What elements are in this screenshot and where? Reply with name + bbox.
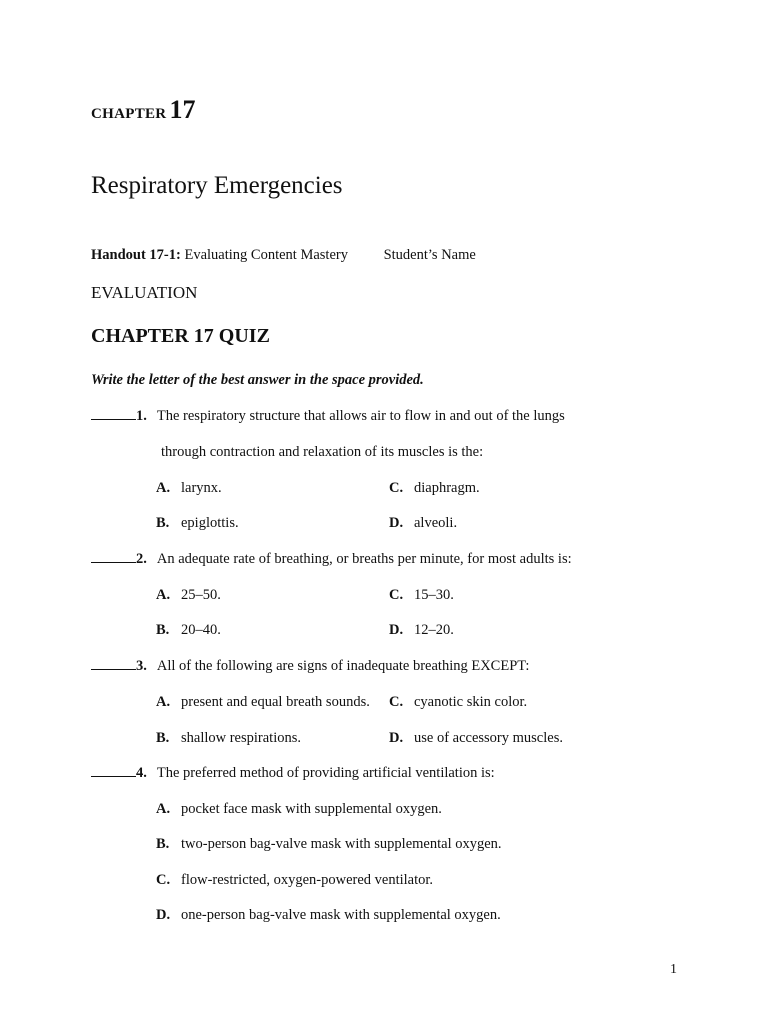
option-letter: C. [389, 587, 404, 603]
handout-line [91, 247, 476, 264]
answer-blank-2[interactable] [91, 561, 136, 563]
option-4d [156, 907, 501, 924]
question-number: 2. [136, 551, 147, 567]
question-number: 4. [136, 765, 147, 781]
option-text: one-person bag-valve mask with supplemental oxygen. [181, 907, 501, 923]
option-2b [156, 622, 221, 639]
chapter-word: CHAPTER [91, 106, 167, 122]
answer-blank-1[interactable] [91, 418, 136, 420]
option-text: diaphragm. [414, 480, 480, 496]
student-name-label: Student’s Name [383, 247, 476, 263]
question-4 [91, 765, 495, 782]
question-text: The respiratory structure that allows air to flow in and out of the lungs [156, 408, 565, 424]
option-4b [156, 836, 502, 853]
option-letter: B. [156, 730, 170, 746]
option-2d [389, 622, 454, 639]
option-text: 25–50. [181, 587, 221, 603]
option-text: epiglottis. [181, 515, 239, 531]
question-number: 3. [136, 658, 147, 674]
option-text: alveoli. [414, 515, 458, 531]
option-4c [156, 872, 433, 889]
question-number: 1. [136, 408, 147, 424]
option-letter: A. [156, 587, 171, 603]
option-text: two-person bag-valve mask with supplemental oxygen. [181, 836, 502, 852]
option-letter: A. [156, 480, 171, 496]
handout-label: Handout 17-1: [91, 247, 181, 263]
option-text: 20–40. [181, 622, 221, 638]
option-3c [389, 694, 527, 711]
option-text: use of accessory muscles. [414, 730, 563, 746]
quiz-title: CHAPTER 17 QUIZ [91, 325, 270, 347]
option-text: 15–30. [414, 587, 454, 603]
question-text-continued: through contraction and relaxation of its muscles is the: [161, 444, 484, 460]
chapter-label [91, 95, 195, 125]
instruction-text: Write the letter of the best answer in the space provided. [91, 372, 424, 388]
option-text: pocket face mask with supplemental oxygen. [181, 801, 442, 817]
option-text: 12–20. [414, 622, 454, 638]
option-3a [156, 694, 370, 711]
chapter-number: 17 [169, 95, 196, 124]
evaluation-heading: EVALUATION [91, 283, 198, 302]
page-number: 1 [670, 962, 677, 977]
option-text: shallow respirations. [181, 730, 302, 746]
option-1b [156, 515, 239, 532]
option-letter: A. [156, 694, 171, 710]
option-3d [389, 730, 563, 747]
option-text: cyanotic skin color. [414, 694, 528, 710]
option-text: flow-restricted, oxygen-powered ventilator. [181, 872, 434, 888]
option-letter: C. [389, 480, 404, 496]
page-title: Respiratory Emergencies [91, 172, 343, 199]
question-text: The preferred method of providing artificial ventilation is: [156, 765, 495, 781]
option-3b [156, 730, 301, 747]
option-letter: D. [156, 907, 171, 923]
option-4a [156, 801, 442, 818]
question-1 [91, 408, 565, 425]
option-letter: B. [156, 515, 170, 531]
option-letter: B. [156, 836, 170, 852]
option-letter: D. [389, 730, 404, 746]
option-1d [389, 515, 457, 532]
option-2c [389, 587, 454, 604]
option-letter: D. [389, 622, 404, 638]
option-letter: D. [389, 515, 404, 531]
option-text: larynx. [181, 480, 222, 496]
option-2a [156, 587, 221, 604]
question-text: All of the following are signs of inadequate breathing EXCEPT: [156, 658, 530, 674]
question-3 [91, 658, 529, 675]
option-1a [156, 480, 222, 497]
option-1c [389, 480, 480, 497]
answer-blank-3[interactable] [91, 668, 136, 670]
option-letter: C. [389, 694, 404, 710]
option-letter: C. [156, 872, 171, 888]
option-letter: B. [156, 622, 170, 638]
answer-blank-4[interactable] [91, 775, 136, 777]
option-letter: A. [156, 801, 171, 817]
option-text: present and equal breath sounds. [181, 694, 370, 710]
question-text: An adequate rate of breathing, or breaths per minute, for most adults is: [156, 551, 572, 567]
question-2 [91, 551, 572, 568]
handout-description: Evaluating Content Mastery [184, 247, 348, 263]
